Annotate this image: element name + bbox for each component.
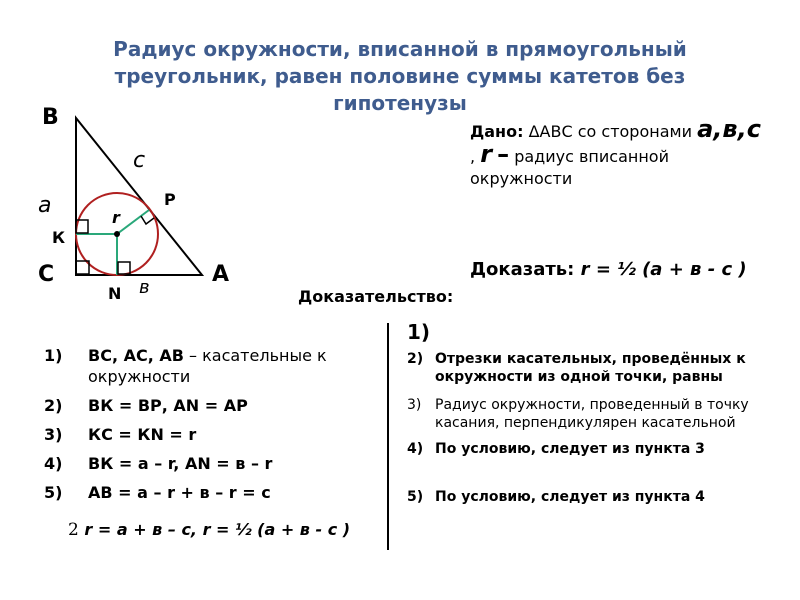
reason-step: 2) Отрезки касательных, проведённых к окружности из одной точки, равны (407, 351, 746, 385)
given-comma: , (470, 147, 476, 166)
label-c-vertex: С (38, 262, 55, 287)
given-label: Дано: (470, 122, 524, 141)
right-triangle (76, 118, 202, 275)
given-sides: а,в,с (697, 115, 761, 143)
reason-1: 1) (407, 320, 431, 344)
label-side-b: в (139, 277, 150, 298)
given-r: r (480, 140, 493, 168)
triangle-figure (0, 100, 260, 310)
given-dash: – (497, 140, 510, 168)
proof-step: 1) ВС, АС, АВ – касательные к окружности (44, 346, 327, 386)
proof-step: 4) ВК = а – r, АN = в – r (44, 454, 273, 473)
column-divider (387, 323, 389, 550)
label-a-vertex: А (212, 262, 230, 287)
label-p: Р (164, 190, 176, 209)
prove-block (470, 258, 770, 282)
reason-step: 5) По условию, следует из пункта 4 (407, 489, 705, 505)
final-two: 2 (68, 520, 79, 540)
proof-title: Доказательство: (298, 287, 454, 306)
reason-steps (407, 350, 767, 512)
label-side-a: а (38, 193, 52, 218)
prove-label: Доказать: (470, 259, 575, 280)
label-k: К (52, 228, 66, 247)
prove-formula: r = ½ (а + в - с ) (580, 259, 747, 280)
reason-step: 3) Радиус окружности, проведенный в точку касания, перпендикулярен касательной (407, 397, 749, 431)
final-result (68, 518, 378, 542)
slide-title: Радиус окружности, вписанной в прямоугольный треугольник, равен половине суммы катетов без гипотенузы (113, 37, 687, 115)
given-block (470, 115, 770, 190)
final-formula: r = а + в – с, r = ½ (а + в - с ) (78, 520, 351, 539)
label-n: N (108, 284, 122, 303)
label-r: r (112, 208, 120, 227)
center-point (114, 231, 120, 237)
proof-steps (44, 345, 374, 511)
right-angle-n (118, 262, 130, 274)
given-text1: ΔАВС со сторонами (528, 122, 692, 141)
label-side-c: с (133, 148, 146, 173)
label-b: В (42, 105, 59, 130)
proof-step: 2) ВК = ВР, АN = АР (44, 396, 248, 415)
reason-step: 4) По условию, следует из пункта 3 (407, 441, 705, 457)
right-angle-p (141, 216, 154, 224)
proof-step: 5) АВ = а – r + в – r = с (44, 483, 271, 502)
proof-step: 3) КС = КN = r (44, 425, 197, 444)
given-text2: радиус вписанной окружности (470, 147, 669, 188)
